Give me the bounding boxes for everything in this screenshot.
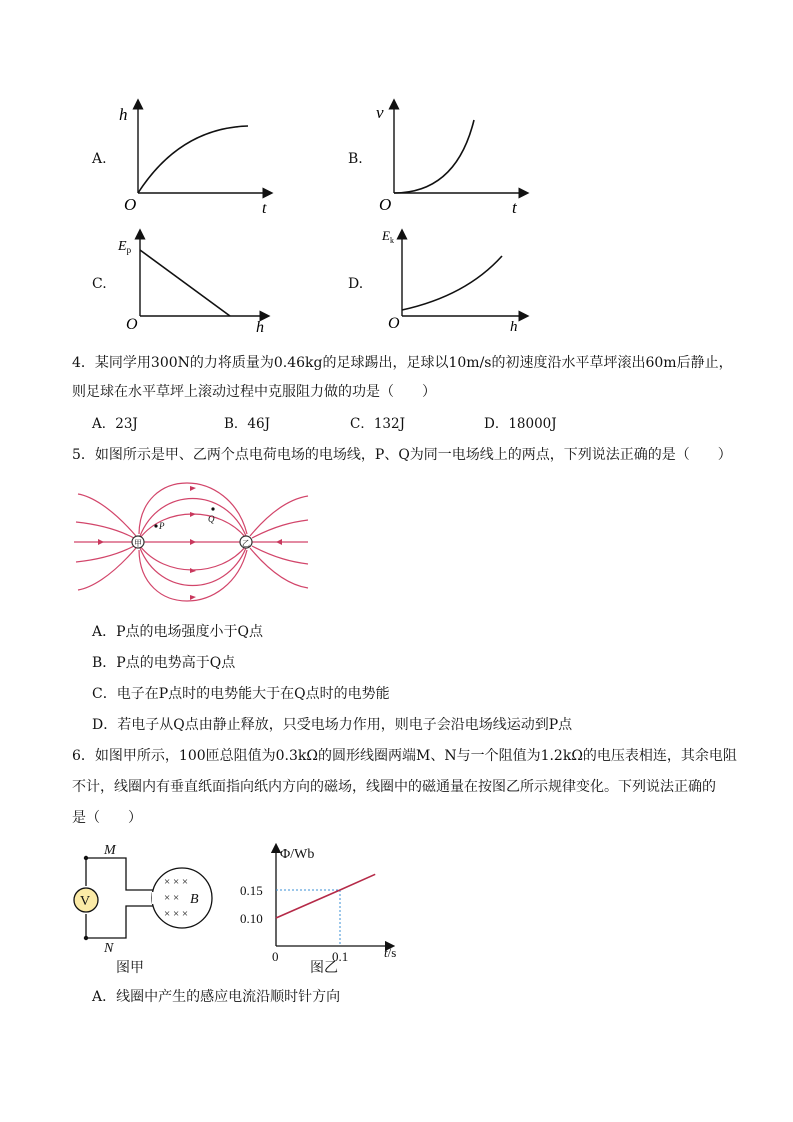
svg-text:乙: 乙 (242, 539, 250, 548)
option-letter-a: A. (92, 151, 107, 167)
option-letter-d: D. (348, 276, 364, 292)
point-p (154, 524, 157, 527)
origin-label: O (379, 195, 392, 214)
question-6-stem-line1: 6．如图甲所示，100匝总阻值为0.3kΩ的圆形线圈两端M、N与一个阻值为1.2kΩ的电压表相连，其余电阻 (72, 748, 737, 764)
caption-yi: 图乙 (310, 961, 338, 976)
x-tick-01: 0.1 (332, 949, 349, 964)
flux-series-line (276, 874, 375, 918)
question-5-option-a: A．P点的电场强度小于Q点 (92, 624, 264, 640)
circuit-figure-jia (68, 838, 228, 978)
point-q (211, 507, 214, 510)
x-axis-label: t/s (384, 945, 397, 960)
option-letter-b: B. (348, 151, 363, 167)
curve (394, 120, 474, 193)
x-axis-label: t (262, 200, 267, 217)
question-6-stem-line3: 是（ ） (72, 810, 142, 826)
question-4-option-b: B．46J (224, 416, 271, 432)
option-letter-c: C. (92, 276, 107, 292)
origin-label: O (124, 195, 137, 214)
y-tick-015: 0.15 (240, 883, 263, 898)
question-5-option-b: B．P点的电势高于Q点 (92, 655, 236, 671)
x-axis-label: h (256, 319, 264, 336)
caption-jia: 图甲 (116, 961, 144, 976)
graph-c-ep-vs-h (110, 228, 280, 338)
curve (402, 256, 502, 310)
terminal-n-dot (84, 936, 88, 940)
question-6-option-a: A．线圈中产生的感应电流沿顺时针方向 (92, 989, 341, 1005)
svg-text:甲: 甲 (134, 539, 142, 548)
question-5-option-c: C．电子在P点时的电势能大于在Q点时的电势能 (92, 686, 390, 702)
flux-time-chart (238, 838, 418, 978)
graph-d-ek-vs-h (366, 224, 536, 336)
question-4-option-a: A．23J (92, 416, 138, 432)
terminal-m-dot (84, 856, 88, 860)
question-4-stem-line1: 4．某同学用300N的力将质量为0.46kg的足球踢出，足球以10m/s的初速度沿水平草坪滚出60m后静止， (72, 355, 733, 371)
label-m: M (104, 843, 116, 858)
line (140, 250, 230, 316)
graph-b-v-vs-t (366, 98, 536, 218)
question-4-option-c: C．132J (350, 416, 406, 432)
svg-text:V: V (80, 894, 91, 909)
svg-text:× ×: × × (164, 892, 180, 904)
question-5-stem: 5．如图所示是甲、乙两个点电荷电场的电场线，P、Q为同一电场线上的两点，下列说法正确的是（ ） (72, 447, 732, 463)
origin-label: O (388, 315, 400, 332)
electric-field-lines-figure (70, 476, 315, 611)
y-axis-label: $E_p$ (118, 239, 132, 255)
y-axis-label: $E_k$ (382, 228, 394, 245)
y-axis-label: Φ/Wb (280, 847, 315, 862)
label-n: N (104, 941, 114, 956)
question-5-option-d: D．若电子从Q点由静止释放，只受电场力作用，则电子会沿电场线运动到P点 (92, 717, 573, 733)
x-axis-label: h (510, 319, 518, 335)
question-6-stem-line2: 不计，线圈内有垂直纸面指向纸内方向的磁场，线圈中的磁通量在按图乙所示规律变化。下列说法正确的 (72, 779, 716, 795)
graph-a-h-vs-t (110, 98, 280, 218)
question-4-stem-line2: 则足球在水平草坪上滚动过程中克服阻力做的功是（ ） (72, 384, 436, 400)
svg-text:× × ×: × × × (164, 908, 189, 920)
question-4-option-d: D．18000J (484, 416, 557, 432)
label-b: B (190, 892, 199, 907)
svg-text:Q: Q (208, 514, 215, 524)
y-axis-label: v (376, 103, 384, 122)
y-tick-010: 0.10 (240, 911, 263, 926)
origin-label: O (126, 316, 138, 333)
x-axis-label: t (512, 198, 517, 217)
curve (138, 126, 248, 193)
x-tick-0: 0 (272, 949, 279, 964)
y-axis-label: h (119, 105, 128, 124)
svg-text:P: P (159, 521, 165, 531)
svg-text:× × ×: × × × (164, 876, 189, 888)
